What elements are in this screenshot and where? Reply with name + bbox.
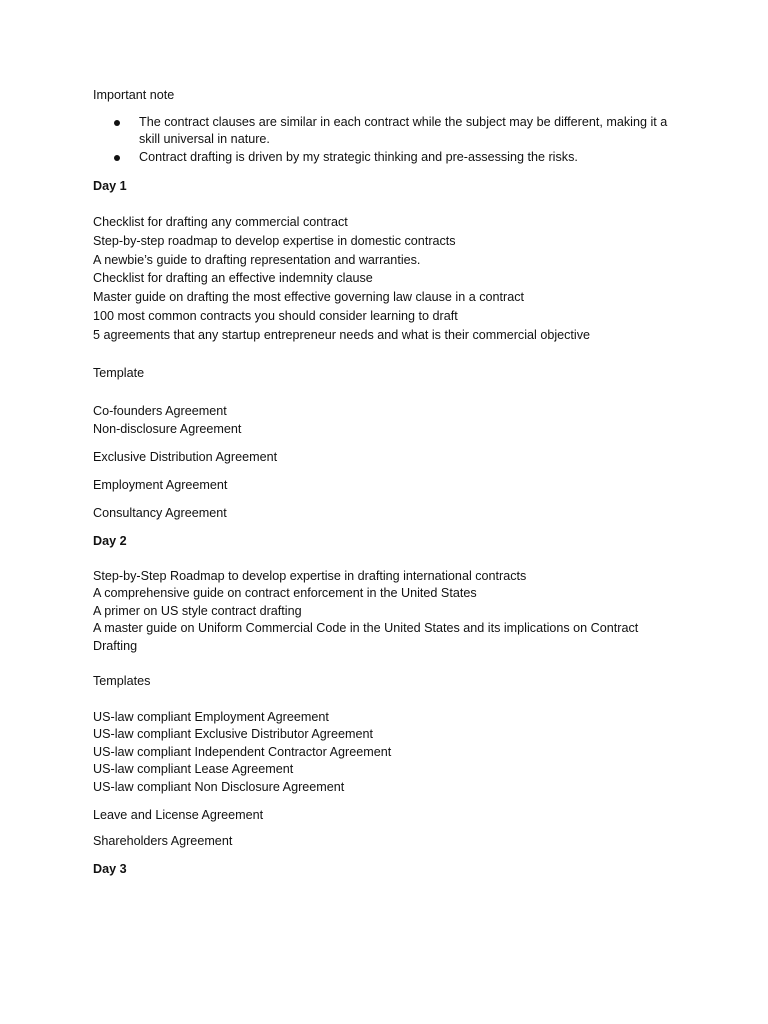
day2-item: Step-by-Step Roadmap to develop expertise in drafting international contracts: [93, 569, 527, 583]
day1-item: Checklist for drafting an effective indemnity clause: [93, 271, 373, 285]
day1-heading: Day 1: [93, 179, 127, 193]
day1-item: Master guide on drafting the most effective governing law clause in a contract: [93, 290, 524, 304]
day1-item: 100 most common contracts you should consider learning to draft: [93, 309, 458, 323]
day2-template-item: US-law compliant Employment Agreement: [93, 710, 329, 724]
day3-heading: Day 3: [93, 862, 127, 876]
day1-item: Step-by-step roadmap to develop expertise in domestic contracts: [93, 234, 456, 248]
bullet-icon: [114, 155, 120, 161]
day2-item: A comprehensive guide on contract enforcement in the United States: [93, 586, 477, 600]
day1-template-item: Co-founders Agreement: [93, 404, 227, 418]
day2-template-item: Shareholders Agreement: [93, 834, 233, 848]
day1-template-item: Employment Agreement: [93, 478, 228, 492]
day2-heading: Day 2: [93, 534, 127, 548]
day2-item: A primer on US style contract drafting: [93, 604, 302, 618]
important-note-heading: Important note: [93, 88, 175, 102]
day1-item: A newbie’s guide to drafting representation and warranties.: [93, 253, 421, 267]
day2-template-item: US-law compliant Exclusive Distributor Agreement: [93, 727, 373, 741]
day2-template-item: US-law compliant Independent Contractor Agreement: [93, 745, 392, 759]
day2-template-item: US-law compliant Non Disclosure Agreement: [93, 780, 345, 794]
day2-template-heading: Templates: [93, 674, 151, 688]
bullet-icon: [114, 120, 120, 126]
day1-template-item: Exclusive Distribution Agreement: [93, 450, 278, 464]
day1-item: 5 agreements that any startup entrepreneur needs and what is their commercial objective: [93, 328, 591, 342]
important-note-bullet: The contract clauses are similar in each contract while the subject may be different, making it a skill universal in nature.: [139, 115, 668, 146]
day2-item: A master guide on Uniform Commercial Code in the United States and its implications on Contract Drafting: [93, 621, 639, 653]
day1-template-heading: Template: [93, 366, 145, 380]
day2-template-item: Leave and License Agreement: [93, 808, 264, 822]
day2-template-item: US-law compliant Lease Agreement: [93, 762, 294, 776]
day1-template-item: Non-disclosure Agreement: [93, 422, 242, 436]
day1-item: Checklist for drafting any commercial contract: [93, 215, 348, 229]
important-note-bullet: Contract drafting is driven by my strategic thinking and pre-assessing the risks.: [139, 150, 578, 164]
day1-template-item: Consultancy Agreement: [93, 506, 227, 520]
